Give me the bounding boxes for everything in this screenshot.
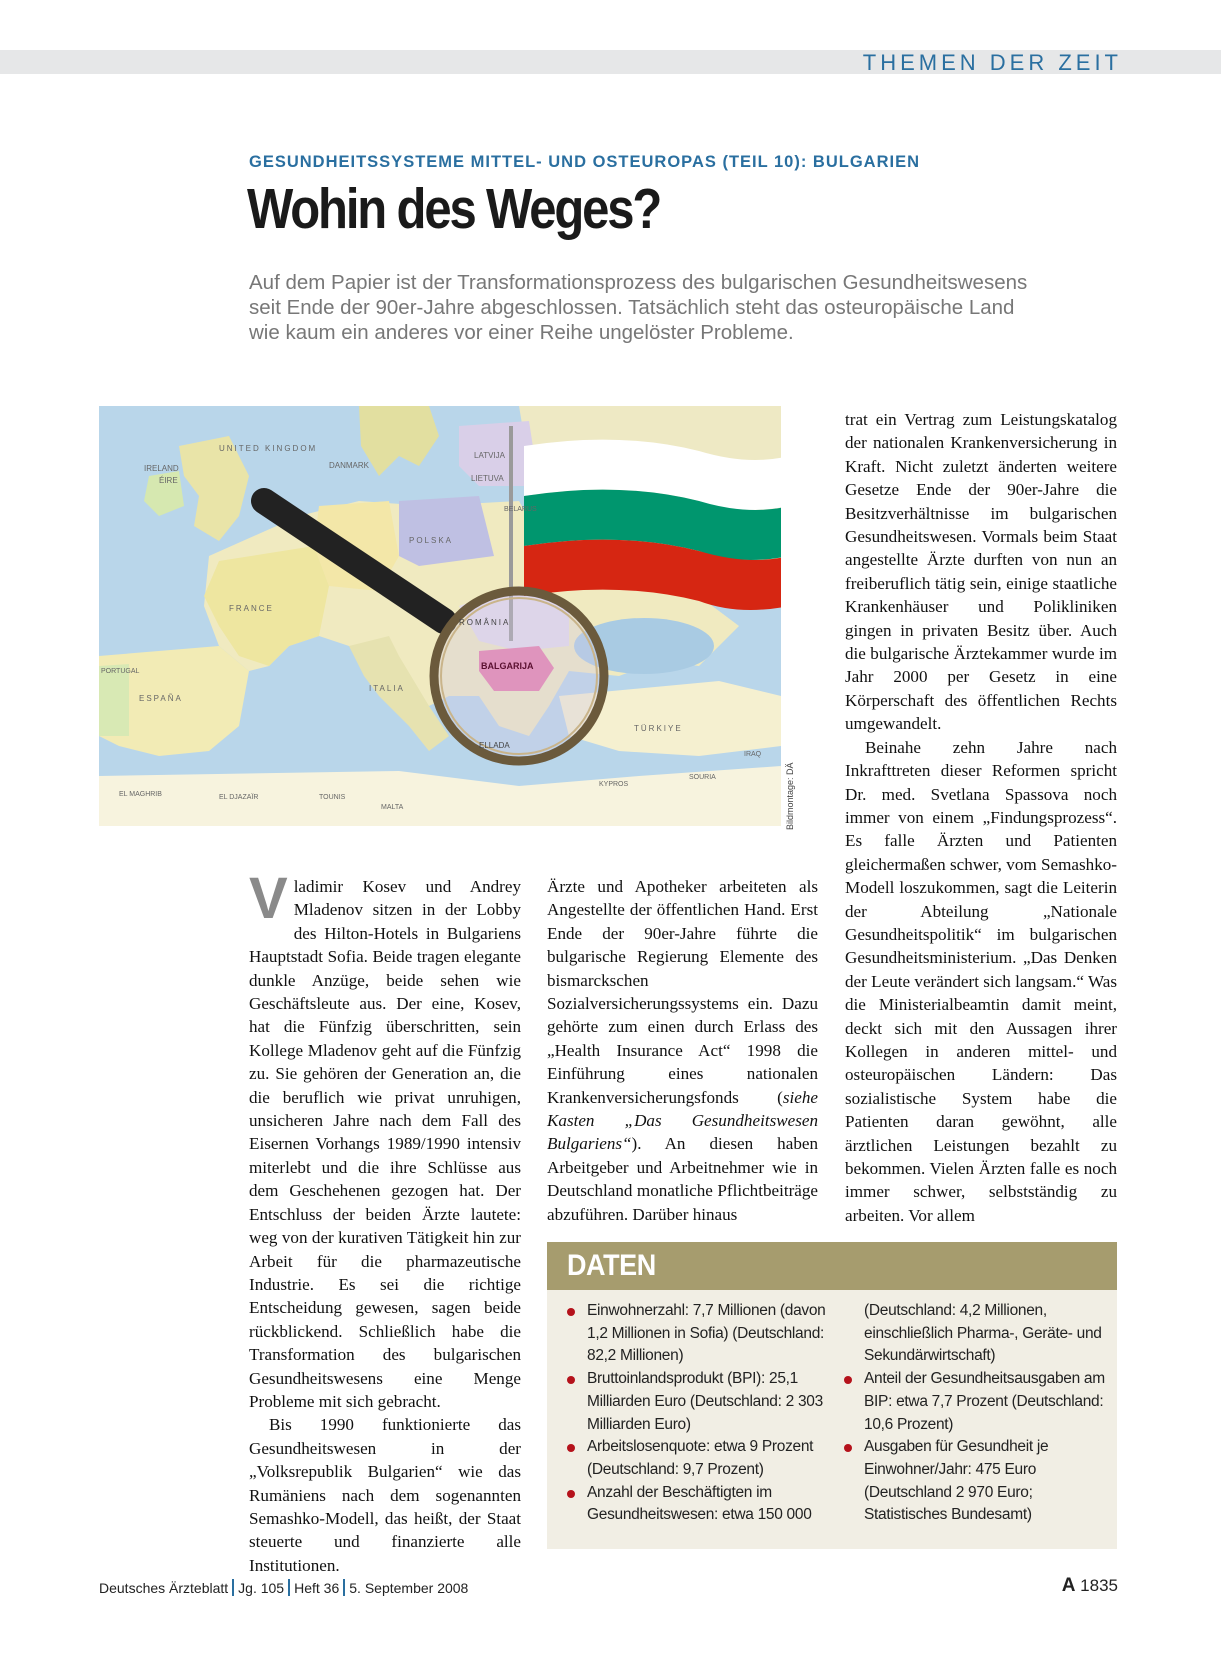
article-lead <box>249 270 1129 345</box>
bullet-icon <box>567 1376 575 1384</box>
map-label: PORTUGAL <box>101 668 140 675</box>
map-label: ELLADA <box>479 741 510 750</box>
map-label: KYPROS <box>599 781 629 788</box>
map-label: SOURIA <box>689 774 716 781</box>
bullet-icon <box>567 1444 575 1452</box>
map-label: ESPAÑA <box>139 694 183 703</box>
footer-citation <box>99 1579 468 1596</box>
daten-item <box>567 1482 829 1527</box>
article-kicker: GESUNDHEITSSYSTEME MITTEL- UND OSTEUROPAS (TEIL 10): BULGARIEN <box>249 153 921 171</box>
map-label: UNITED KINGDOM <box>219 444 318 453</box>
daten-item-text: Anteil der Gesundheitsausgaben am BIP: etwa 7,7 Prozent (Deutschland: 10,6 Prozent) <box>864 1370 1105 1433</box>
map-label: BALGARIJA <box>481 661 534 671</box>
paragraph-text: ladimir Kosev und Andrey Mladenov sitzen in der Lobby des Hilton-Hotels in Bulgariens Hauptstadt Sofia. Beide tragen elegante dunkle Anzüge, beide sehen wie Geschäftsleute aus. Der eine, Kosev, hat die Fünfzig überschritten, sein Kollege Mladenov geht auf die Fünfzig zu. Sie gehören der Generation an, die die beruflich wie privat unruhigen, unsicheren Jahre nach dem Fall des Eisernen Vorhangs 1989/1990 intensiv miterlebt und die ihre Schlüsse aus dem Geschehenen gezogen hat. Der Entschluss der beiden Ärzte lautete: weg von der kurativen Tätigkeit hin zur Arbeit für die pharmazeutische Industrie. Es sei die richtige Entscheidung gewesen, sagen beide rückblickend. Schließlich habe die Transformation des bulgarischen Gesundheitswesens eine Menge Probleme mit sich gebracht. <box>249 877 521 1411</box>
section-label: THEMEN DER ZEIT <box>862 50 1122 75</box>
article-paragraph <box>547 875 818 1226</box>
bullet-icon <box>567 1490 575 1498</box>
daten-item <box>844 1368 1106 1436</box>
map-label: TÜRKIYE <box>634 724 683 733</box>
map-label: POLSKA <box>409 536 454 545</box>
page-number <box>1062 1575 1118 1597</box>
dropcap: V <box>249 866 288 931</box>
footer-separator <box>288 1579 290 1596</box>
daten-item <box>844 1436 1106 1527</box>
bullet-icon <box>844 1376 852 1384</box>
article-column-3 <box>845 408 1117 1227</box>
article-column-1 <box>249 866 521 1577</box>
article-paragraph: trat ein Vertrag zum Leistungskatalog der nationalen Krankenversicherung in Kraft. Nicht zuletzt änderten weitere Gesetze Ende der 90er-Jahre die Besitzverhältnisse im bulgarischen Gesundheitswesen. Vormals beim Staat angestellte Ärzte durften von nun an freiberuflich tätig sein, einige staatliche Krankenhäuser und Polikliniken gingen in privaten Besitz über. Auch die bulgarische Ärztekammer wurde im Jahr 2000 per Gesetz in eine Körperschaft des öffentlichen Rechts umgewandelt. <box>845 410 1117 734</box>
daten-item-text: (Deutschland: 4,2 Millionen, einschließlich Pharma-, Geräte- und Sekundärwirtschaft) <box>864 1302 1102 1365</box>
map-label: ÉIRE <box>159 476 178 485</box>
journal-date: 5. September 2008 <box>349 1580 469 1596</box>
image-credit: Bildmontage: DÄ <box>785 762 795 830</box>
article-paragraph <box>249 866 521 1413</box>
daten-item-text: Ausgaben für Gesundheit je Einwohner/Jahr: 475 Euro (Deutschland 2 970 Euro; Statistisches Bundesamt) <box>864 1438 1049 1524</box>
map-label: BELARUS <box>504 506 537 513</box>
daten-item <box>567 1368 829 1436</box>
daten-item-text: Bruttoinlandsprodukt (BPI): 25,1 Milliarden Euro (Deutschland: 2 303 Milliarden Euro) <box>587 1370 823 1433</box>
lead-line: Auf dem Papier ist der Transformationsprozess des bulgarischen Gesundheitswesens <box>249 271 1028 294</box>
paragraph-text: ). An diesen haben Arbeitgeber und Arbeitnehmer wie in Deutschland monatliche Pflichtbeiträge abzuführen. Darüber hinaus <box>547 1134 818 1224</box>
europe-map-illustration <box>99 406 781 826</box>
map-label: TOUNIS <box>319 794 346 801</box>
footer-separator <box>343 1579 345 1596</box>
daten-item-text: Anzahl der Beschäftigten im Gesundheitswesen: etwa 150 000 <box>587 1483 812 1524</box>
journal-volume: Jg. 105 <box>238 1580 285 1596</box>
daten-item-text: Arbeitslosenquote: etwa 9 Prozent (Deutschland: 9,7 Prozent) <box>587 1438 814 1478</box>
page-number-value: 1835 <box>1080 1576 1118 1595</box>
article-column-2 <box>547 875 818 1226</box>
daten-item-continuation <box>844 1300 1106 1368</box>
daten-item <box>567 1300 829 1368</box>
map-label: LATVIJA <box>474 451 505 460</box>
map-label: ITALIA <box>369 684 405 693</box>
box-reference: siehe Kasten „Das Gesundheitswesen Bulgariens“ <box>547 1087 818 1154</box>
map-label: FRANCE <box>229 604 274 613</box>
map-graphic <box>99 406 781 826</box>
daten-item-text: Einwohnerzahl: 7,7 Millionen (davon 1,2 Millionen in Sofia) (Deutschland: 82,2 Millionen) <box>587 1302 826 1365</box>
article-title: Wohin des Weges? <box>247 177 661 241</box>
map-label: EL MAGHRIB <box>119 791 162 798</box>
paragraph-text: Ärzte und Apotheker arbeiteten als Angestellte der öffentlichen Hand. Erst Ende der 90er-Jahre führte die bulgarische Regierung Elemente des bismarckschen Sozialversicherungssystems ein. Dazu gehörte zum einen durch Erlass des „Health Insurance Act“ 1998 die Einführung eines nationalen Krankenversicherungsfonds ( <box>547 877 818 1107</box>
article-paragraph: Bis 1990 funktionierte das Gesundheitswesen in der „Volksrepublik Bulgarien“ wie das Rumäniens nach dem sogenannten Semashko-Modell, das heißt, der Staat steuerte und finanzierte alle Institutionen. <box>249 1415 521 1575</box>
bullet-icon <box>567 1308 575 1316</box>
lead-line: wie kaum ein anderes vor einer Reihe ungelöster Probleme. <box>249 321 794 344</box>
map-label: IRAQ <box>744 751 762 758</box>
daten-column-2 <box>844 1300 1106 1527</box>
footer-separator <box>232 1579 234 1596</box>
map-label: ROMÂNIA <box>459 618 511 627</box>
article-paragraph: Beinahe zehn Jahre nach Inkrafttreten dieser Reformen spricht Dr. med. Svetlana Spassova noch immer von einem „Findungsprozess“. Es falle Ärzten und Patienten gleichermaßen schwer, vom Semashko-Modell loszukommen, sagt die Leiterin der Abteilung „Nationale Gesundheitspolitik“ im bulgarischen Gesundheitsministerium. „Das Denken der Leute verändert sich langsam.“ Was die Ministerialbeamtin damit meint, deckt sich mit den Aussagen ihrer Kollegen in anderen mittel- und osteuropäischen Ländern: Das sozialistische System habe die Patienten daran gewöhnt, alle ärztlichen Leistungen bezahlt zu bekommen. Vielen Ärzten falle es noch immer schwer, selbstständig zu arbeiten. Vor allem <box>845 737 1117 1225</box>
map-label: IRELAND <box>144 464 179 473</box>
daten-item <box>567 1436 829 1481</box>
map-label: DANMARK <box>329 461 370 470</box>
journal-name: Deutsches Ärzteblatt <box>99 1580 229 1596</box>
map-label: EL DJAZAÏR <box>219 794 259 801</box>
bullet-icon <box>844 1444 852 1452</box>
map-label: LIETUVA <box>471 474 504 483</box>
daten-column-1 <box>567 1300 829 1527</box>
daten-box <box>547 1242 1117 1549</box>
map-label: MALTA <box>381 804 404 811</box>
journal-issue: Heft 36 <box>294 1580 340 1596</box>
daten-title: DATEN <box>567 1249 656 1282</box>
lead-line: seit Ende der 90er-Jahre abgeschlossen. Tatsächlich steht das osteuropäische Land <box>249 296 1015 319</box>
page-prefix: A <box>1061 1575 1076 1596</box>
